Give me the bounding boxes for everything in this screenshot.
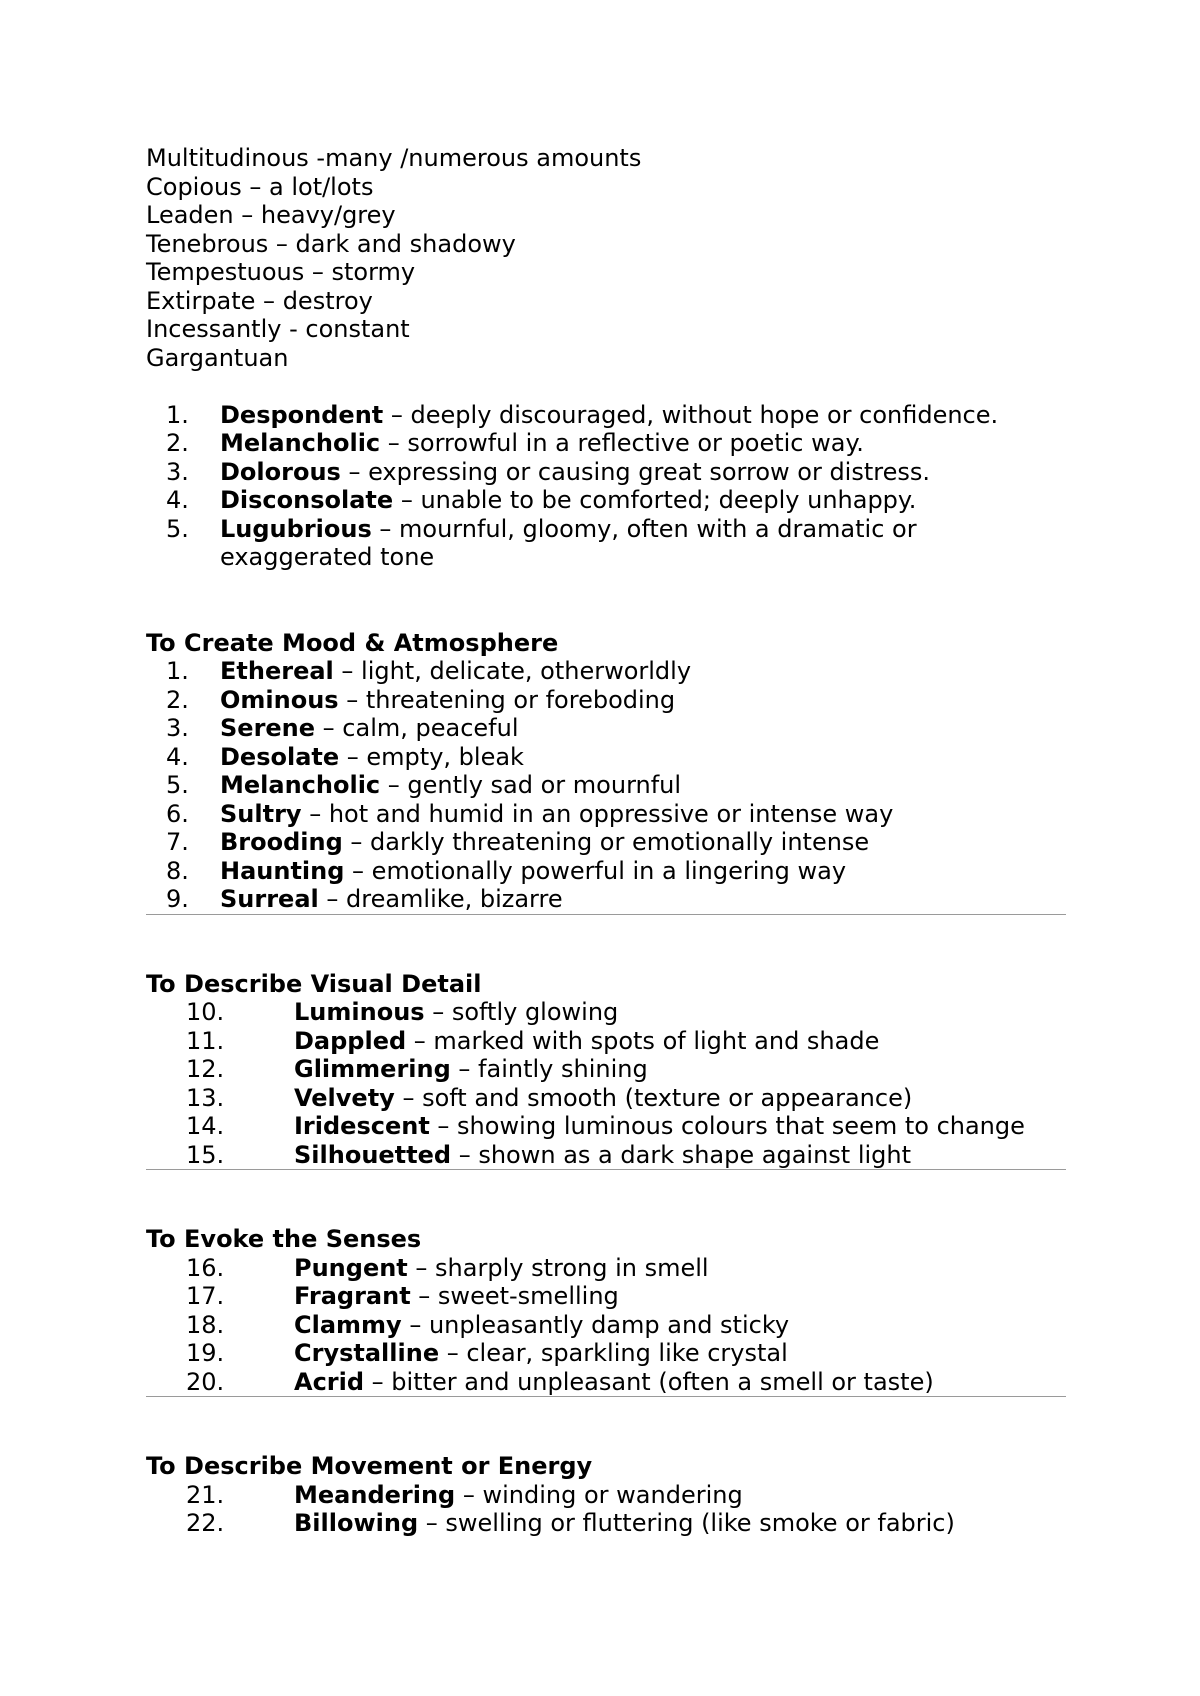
item-term: Haunting — [220, 856, 345, 885]
item-term: Meandering — [294, 1480, 456, 1509]
item-definition: – mournful, gloomy, often with a dramatic or — [371, 514, 917, 543]
item-number: 22. — [186, 1509, 225, 1537]
item-definition: – marked with spots of light and shade — [406, 1026, 880, 1055]
list-item — [146, 771, 1066, 800]
item-definition: – sharply strong in smell — [407, 1253, 709, 1282]
spacer — [146, 915, 1066, 970]
item-term: Serene — [220, 714, 316, 742]
item-number: 9. — [166, 885, 189, 913]
list-item — [146, 1311, 1066, 1340]
item-number: 10. — [186, 998, 225, 1026]
list-item — [146, 743, 1066, 772]
item-definition: – expressing or causing great sorrow or distress. — [340, 457, 930, 486]
item-number: 16. — [186, 1253, 225, 1282]
list-item — [146, 800, 1066, 829]
item-definition: – sweet-smelling — [410, 1282, 619, 1310]
spacer — [146, 1170, 1066, 1225]
item-number: 1. — [166, 400, 189, 429]
intro-word: Tempestuous – stormy — [146, 258, 416, 286]
item-definition: – calm, peaceful — [315, 714, 519, 742]
section-mood-atmosphere — [146, 629, 1066, 915]
list-item — [146, 714, 1066, 743]
item-definition: – light, delicate, otherworldly — [333, 657, 692, 685]
list-item — [146, 1368, 1066, 1397]
item-definition: – sorrowful in a reflective or poetic way. — [380, 429, 864, 457]
item-definition: – deeply discouraged, without hope or confidence. — [383, 400, 999, 429]
list-item — [146, 1055, 1066, 1084]
item-definition: – faintly shining — [450, 1055, 648, 1083]
item-definition: – clear, sparkling like crystal — [439, 1339, 788, 1367]
list-item — [146, 1141, 1066, 1170]
item-term: Sultry — [220, 799, 302, 828]
item-term: Glimmering — [294, 1055, 451, 1083]
item-definition-continuation: exaggerated tone — [220, 543, 435, 571]
intro-word: Extirpate – destroy — [146, 286, 373, 315]
item-definition: – hot and humid in an oppressive or intense way — [301, 799, 894, 828]
item-term: Dappled — [294, 1026, 407, 1055]
list-item — [146, 401, 1066, 430]
item-number: 18. — [186, 1310, 225, 1339]
item-term: Melancholic — [220, 771, 381, 799]
item-term: Surreal — [220, 885, 319, 913]
section-evoke-senses — [146, 1225, 1066, 1397]
item-number: 11. — [186, 1026, 225, 1055]
spacer — [146, 572, 1066, 629]
item-definition: – swelling or fluttering (like smoke or fabric) — [418, 1509, 955, 1537]
item-number: 20. — [186, 1367, 225, 1396]
item-term: Fragrant — [294, 1282, 411, 1310]
section-heading: To Describe Visual Detail — [146, 969, 482, 998]
item-definition: – winding or wandering — [455, 1480, 743, 1509]
list-item — [146, 515, 1066, 544]
list-item — [146, 1282, 1066, 1311]
document-page — [146, 144, 1066, 1538]
item-number: 19. — [186, 1339, 225, 1367]
item-definition: – bitter and unpleasant (often a smell or taste) — [364, 1367, 934, 1396]
section-heading: To Create Mood & Atmosphere — [146, 628, 559, 657]
item-number: 3. — [166, 457, 189, 486]
item-term: Crystalline — [294, 1339, 440, 1367]
item-definition: – darkly threatening or emotionally intense — [342, 828, 870, 856]
list-item — [146, 429, 1066, 458]
item-definition: – gently sad or mournful — [380, 771, 682, 799]
item-definition: – showing luminous colours that seem to change — [429, 1112, 1025, 1140]
item-definition: – emotionally powerful in a lingering way — [344, 856, 847, 885]
list-item — [146, 1027, 1066, 1056]
intro-word-list — [146, 144, 1066, 372]
list-item — [146, 1112, 1066, 1141]
item-number: 2. — [166, 429, 189, 457]
item-number: 1. — [166, 657, 189, 685]
item-term: Billowing — [294, 1509, 419, 1537]
list-item — [146, 998, 1066, 1027]
item-definition: – threatening or foreboding — [338, 685, 676, 714]
section-movement-energy — [146, 1452, 1066, 1538]
intro-word: Gargantuan — [146, 343, 289, 372]
item-term: Dolorous — [220, 457, 341, 486]
item-term: Disconsolate — [220, 486, 394, 514]
intro-word: Tenebrous – dark and shadowy — [146, 229, 516, 258]
item-number: 8. — [166, 856, 189, 885]
spacer — [146, 372, 1066, 401]
item-term: Ethereal — [220, 657, 334, 685]
item-number: 13. — [186, 1083, 225, 1112]
item-term: Clammy — [294, 1310, 402, 1339]
item-definition: – softly glowing — [424, 998, 619, 1026]
item-number: 15. — [186, 1140, 225, 1169]
item-number: 4. — [166, 742, 189, 771]
item-number: 5. — [166, 514, 189, 543]
item-term: Silhouetted — [294, 1140, 452, 1169]
section-visual-detail — [146, 970, 1066, 1171]
item-definition: – unable to be comforted; deeply unhappy. — [393, 486, 917, 514]
intro-word: Multitudinous -many /numerous amounts — [146, 144, 642, 172]
item-number: 3. — [166, 714, 189, 742]
item-term: Lugubrious — [220, 514, 372, 543]
section-heading: To Describe Movement or Energy — [146, 1452, 593, 1480]
intro-word: Incessantly - constant — [146, 315, 410, 343]
item-definition: – dreamlike, bizarre — [318, 885, 563, 913]
spacer — [146, 1397, 1066, 1452]
list-item — [146, 1481, 1066, 1510]
list-item — [146, 1339, 1066, 1368]
list-item — [146, 458, 1066, 487]
list-item — [146, 657, 1066, 686]
item-term: Despondent — [220, 400, 384, 429]
item-number: 5. — [166, 771, 189, 799]
list-item — [146, 686, 1066, 715]
list-item — [146, 885, 1066, 914]
section-heading: To Evoke the Senses — [146, 1225, 422, 1253]
item-definition: – shown as a dark shape against light — [451, 1140, 912, 1169]
intro-word: Leaden – heavy/grey — [146, 201, 396, 229]
item-definition: – empty, bleak — [339, 742, 524, 771]
item-term: Desolate — [220, 742, 340, 771]
item-number: 12. — [186, 1055, 225, 1083]
item-term: Velvety — [294, 1083, 395, 1112]
item-term: Acrid — [294, 1367, 365, 1396]
list-item — [146, 1084, 1066, 1113]
item-term: Brooding — [220, 828, 343, 856]
item-number: 4. — [166, 486, 189, 514]
item-definition: – soft and smooth (texture or appearance) — [394, 1083, 913, 1112]
list-item — [146, 1254, 1066, 1283]
intro-word: Copious – a lot/lots — [146, 172, 374, 201]
item-number: 2. — [166, 685, 189, 714]
list-item — [146, 486, 1066, 515]
list-item — [146, 857, 1066, 886]
item-term: Melancholic — [220, 429, 381, 457]
item-number: 7. — [166, 828, 189, 856]
list-item — [146, 828, 1066, 857]
item-definition: – unpleasantly damp and sticky — [401, 1310, 790, 1339]
item-number: 14. — [186, 1112, 225, 1140]
item-number: 17. — [186, 1282, 225, 1310]
item-number: 21. — [186, 1480, 225, 1509]
item-number: 6. — [166, 799, 189, 828]
item-term: Pungent — [294, 1253, 408, 1282]
item-term: Luminous — [294, 998, 425, 1026]
item-term: Ominous — [220, 685, 339, 714]
sad-word-list — [146, 401, 1066, 572]
item-term: Iridescent — [294, 1112, 430, 1140]
list-item — [146, 1509, 1066, 1538]
